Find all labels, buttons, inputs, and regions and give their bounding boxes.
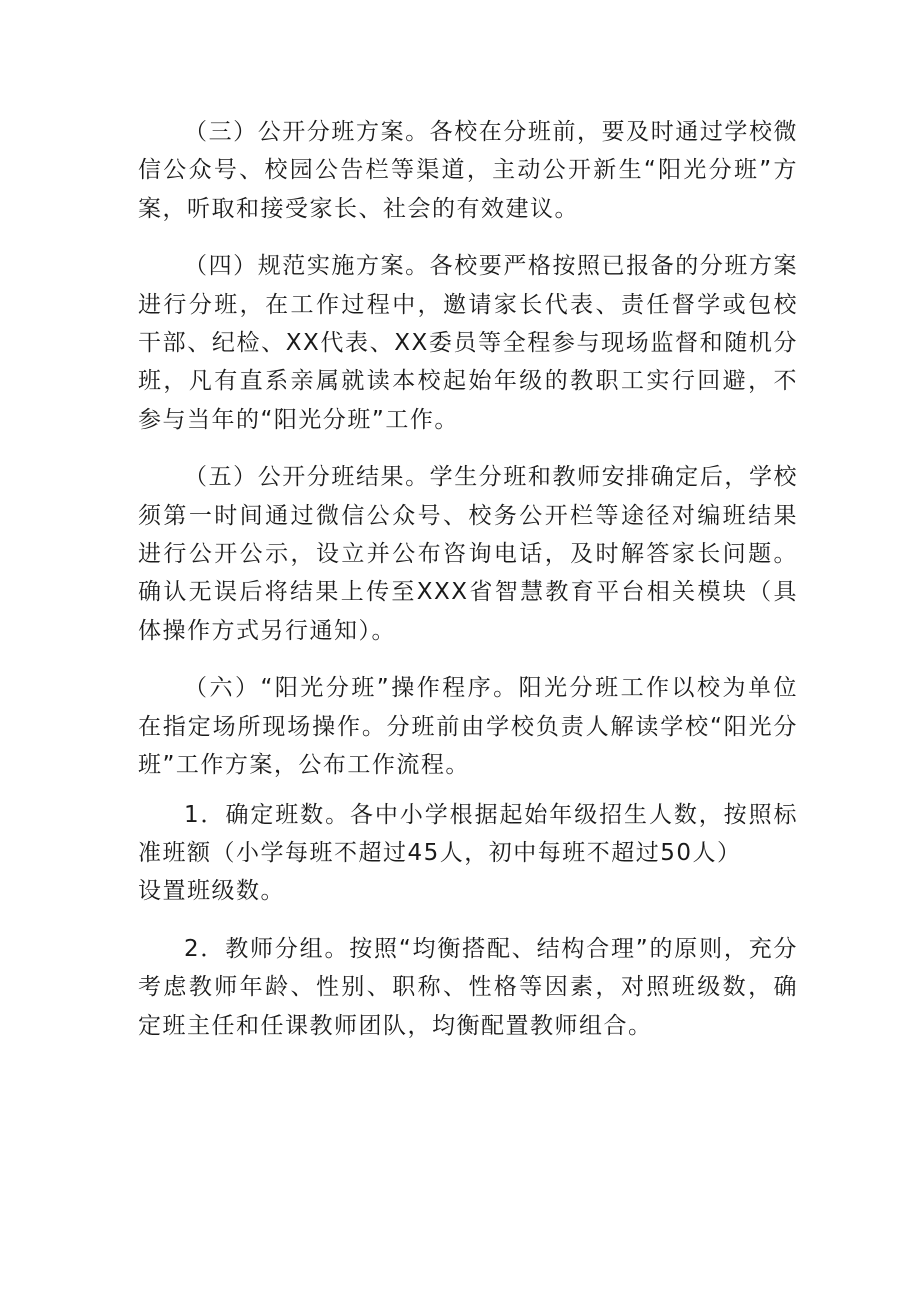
- paragraph-section-6: （六）“阳光分班”操作程序。阳光分班工作以校为单位在指定场所现场操作。分班前由学校负责人解读学校“阳光分班”工作方案，公布工作流程。: [138, 675, 798, 779]
- paragraph-item-1: [138, 796, 798, 911]
- paragraph-section-5: （五）公开分班结果。学生分班和教师安排确定后，学校须第一时间通过微信公众号、校务公开栏等途径对编班结果进行公开公示，设立并公布咨询电话，及时解答家长问题。确认无误后将结果上传至XXX省智慧教育平台相关模块（具体操作方式另行通知）。: [138, 464, 798, 644]
- paragraph-item-2: 2．教师分组。按照“均衡搭配、结构合理”的原则，充分考虑教师年龄、性别、职称、性格等因素，对照班级数，确定班主任和任课教师团队，均衡配置教师组合。: [138, 935, 798, 1039]
- paragraph-section-3: （三）公开分班方案。各校在分班前，要及时通过学校微信公众号、校园公告栏等渠道，主动公开新生“阳光分班”方案，听取和接受家长、社会的有效建议。: [138, 119, 798, 222]
- document-body: [138, 113, 798, 1045]
- paragraph-item-1-text: 1．确定班数。各中小学根据起始年级招生人数，按照标准班额（小学每班不超过45人，初中每班不超过50人）: [138, 801, 798, 866]
- paragraph-section-4: （四）规范实施方案。各校要严格按照已报备的分班方案进行分班，在工作过程中，邀请家长代表、责任督学或包校干部、纪检、XX代表、XX委员等全程参与现场监督和随机分班，凡有直系亲属就读本校起始年级的教职工实行回避，不参与当年的“阳光分班”工作。: [138, 253, 798, 433]
- paragraph-item-1-tail: 设置班级数。: [138, 878, 285, 905]
